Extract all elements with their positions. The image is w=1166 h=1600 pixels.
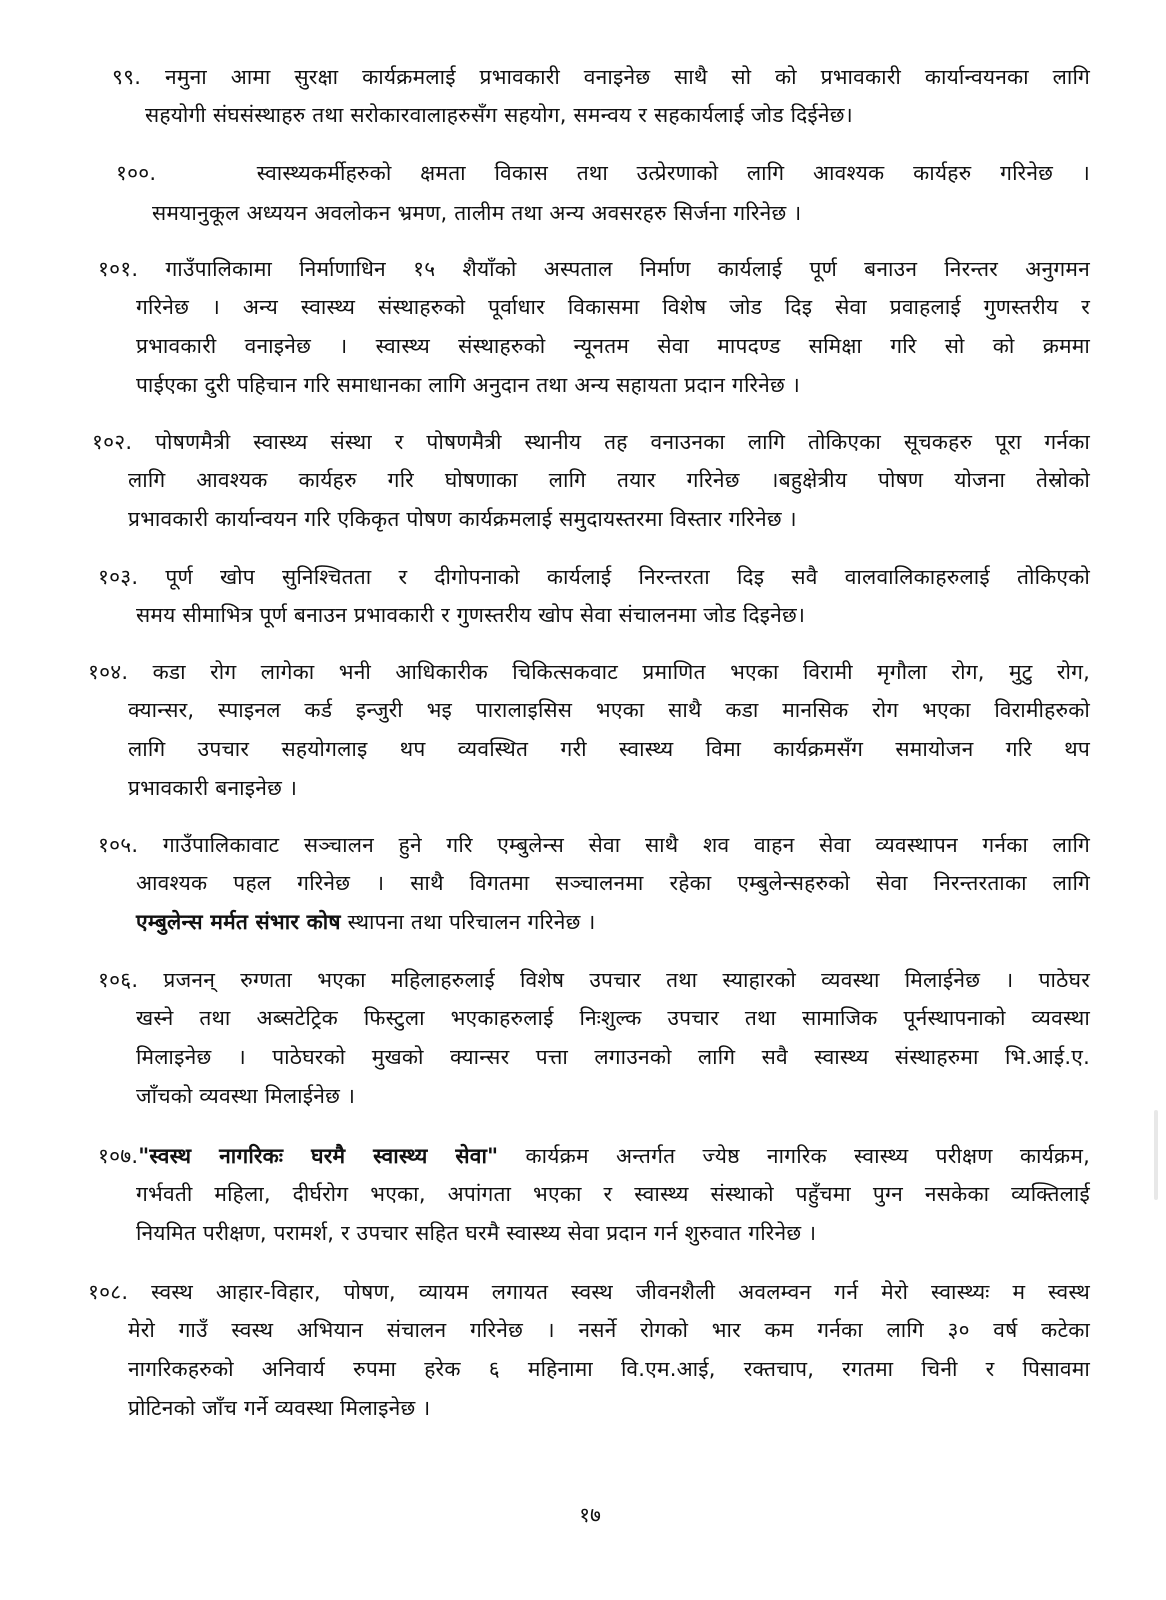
paragraph-line: लागि आवश्यक कार्यहरु गरि घोषणाका लागि तयार गरिनेछ ।बहुक्षेत्रीय पोषण योजना तेस्रोको [128, 468, 1090, 492]
bold-phrase: "स्वस्थ नागरिकः घरमै स्वास्थ्य सेवा" [138, 1144, 499, 1168]
paragraph-line [98, 961, 1090, 999]
paragraph-line: समय सीमाभित्र पूर्ण बनाउन प्रभावकारी र गुणस्तरीय खोप सेवा संचालनमा जोड दिइनेछ। [136, 603, 806, 627]
page-number: १७ [579, 1503, 601, 1527]
paragraph-number: १०३. [98, 565, 139, 589]
scrollbar-indicator[interactable] [1154, 1110, 1158, 1200]
paragraph-line: क्यान्सर, स्पाइनल कर्ड इन्जुरी भइ पारालाइसिस भएका साथै कडा मानसिक रोग भएका विरामीहरुको [128, 698, 1090, 722]
paragraph-line [98, 826, 1090, 864]
paragraph-line: प्रभावकारी बनाइनेछ । [128, 776, 298, 800]
paragraph-line [116, 154, 1090, 192]
paragraph-text: कार्यक्रम अन्तर्गत ज्येष्ठ नागरिक स्वास्थ्य परीक्षण कार्यक्रम, [498, 1144, 1090, 1168]
paragraph-line [98, 558, 1090, 596]
paragraph-line: सहयोगी संघसंस्थाहरु तथा सरोकारवालाहरुसँग सहयोग, समन्वय र सहकार्यलाई जोड दिईनेछ। [145, 103, 853, 127]
paragraph-line: पाईएका दुरी पहिचान गरि समाधानका लागि अनुदान तथा अन्य सहायता प्रदान गरिनेछ । [136, 373, 800, 397]
paragraph-line: प्रभावकारी कार्यान्वयन गरि एकिकृत पोषण कार्यक्रमलाई समुदायस्तरमा विस्तार गरिनेछ । [128, 507, 797, 531]
paragraph-text: पूर्ण खोप सुनिश्चितता र दीगोपनाको कार्यलाई निरन्तरता दिइ सवै वालवालिकाहरुलाई तोकिएको [165, 565, 1090, 589]
paragraph-line: समयानुकूल अध्ययन अवलोकन भ्रमण, तालीम तथा अन्य अवसरहरु सिर्जना गरिनेछ । [152, 201, 802, 225]
paragraph-text: नमुना आमा सुरक्षा कार्यक्रमलाई प्रभावकारी वनाइनेछ साथै सो को प्रभावकारी कार्यान्वयनका लागि [164, 65, 1090, 89]
paragraph-line [92, 423, 1090, 461]
paragraph-number: ९९. [112, 65, 142, 89]
paragraph-text: स्वास्थ्यकर्मीहरुको क्षमता विकास तथा उत्प्रेरणाको लागि आवश्यक कार्यहरु गरिनेछ । [256, 161, 1090, 185]
paragraph-line: लागि उपचार सहयोगलाइ थप व्यवस्थित गरी स्वास्थ्य विमा कार्यक्रमसँग समायोजन गरि थप [128, 737, 1090, 761]
paragraph-line [98, 250, 1090, 288]
paragraph-line: मेरो गाउँ स्वस्थ अभियान संचालन गरिनेछ । नसर्ने रोगको भार कम गर्नका लागि ३० वर्ष कटेका [128, 1318, 1090, 1342]
paragraph-line [136, 903, 1090, 941]
paragraph-number: १०८. [88, 1280, 129, 1304]
paragraph-text: कडा रोग लागेका भनी आधिकारीक चिकित्सकवाट प्रमाणित भएका विरामी मृगौला रोग, मुटु रोग, [152, 660, 1090, 684]
paragraph-text: स्थापना तथा परिचालन गरिनेछ । [340, 910, 596, 934]
paragraph-line: नियमित परीक्षण, परामर्श, र उपचार सहित घरमै स्वास्थ्य सेवा प्रदान गर्न शुरुवात गरिनेछ । [136, 1221, 817, 1245]
paragraph-line [112, 58, 1090, 96]
paragraph-line [88, 1273, 1090, 1311]
paragraph-number: १०१. [98, 257, 139, 281]
paragraph-line: मिलाइनेछ । पाठेघरको मुखको क्यान्सर पत्ता लगाउनको लागि सवै स्वास्थ्य संस्थाहरुमा भि.आई.ए. [136, 1045, 1090, 1069]
paragraph-number: १०२. [92, 430, 133, 454]
paragraph-line: प्रभावकारी वनाइनेछ । स्वास्थ्य संस्थाहरुको न्यूनतम सेवा मापदण्ड समिक्षा गरि सो को क्रममा [136, 334, 1090, 358]
paragraph-text: गाउँपालिकावाट सञ्चालन हुने गरि एम्बुलेन्स सेवा साथै शव वाहन सेवा व्यवस्थापन गर्नका लागि [162, 833, 1090, 857]
paragraph-number: १००. [116, 161, 157, 185]
paragraph-line: गर्भवती महिला, दीर्घरोग भएका, अपांगता भएका र स्वास्थ्य संस्थाको पहुँचमा पुग्न नसकेका व्यक्तिलाई [136, 1182, 1090, 1206]
paragraph-number: १०४. [88, 660, 129, 684]
paragraph-line [98, 1137, 1090, 1175]
paragraph-line: नागरिकहरुको अनिवार्य रुपमा हरेक ६ महिनामा वि.एम.आई, रक्तचाप, रगतमा चिनी र पिसावमा [128, 1357, 1090, 1381]
paragraph-text: प्रजनन् रुग्णता भएका महिलाहरुलाई विशेष उपचार तथा स्याहारको व्यवस्था मिलाईनेछ । पाठेघर [163, 968, 1090, 992]
paragraph-line: जाँचको व्यवस्था मिलाईनेछ । [136, 1084, 356, 1108]
paragraph-line: आवश्यक पहल गरिनेछ । साथै विगतमा सञ्चालनमा रहेका एम्बुलेन्सहरुको सेवा निरन्तरताका लागि [136, 871, 1090, 895]
paragraph-line: गरिनेछ । अन्य स्वास्थ्य संस्थाहरुको पूर्वाधार विकासमा विशेष जोड दिइ सेवा प्रवाहलाई गुणस्तरीय र [136, 295, 1090, 319]
paragraph-text: गाउँपालिकामा निर्माणाधिन १५ शैयाँको अस्पताल निर्माण कार्यलाई पूर्ण बनाउन निरन्तर अनुगमन [165, 257, 1090, 281]
paragraph-text: स्वस्थ आहार-विहार, पोषण, व्यायम लगायत स्वस्थ जीवनशैली अवलम्वन गर्न मेरो स्वास्थ्यः म स्वस्थ [151, 1280, 1090, 1304]
paragraph-number: १०६. [98, 968, 139, 992]
paragraph-number: १०५. [98, 833, 139, 857]
paragraph-line: खस्ने तथा अब्सटेट्रिक फिस्टुला भएकाहरुलाई निःशुल्क उपचार तथा सामाजिक पूर्नस्थापनाको व्यवस्था [136, 1006, 1090, 1030]
paragraph-line [88, 653, 1090, 691]
paragraph-text: पोषणमैत्री स्वास्थ्य संस्था र पोषणमैत्री स्थानीय तह वनाउनका लागि तोकिएका सूचकहरु पूरा गर्नका [155, 430, 1090, 454]
paragraph-line: प्रोटिनको जाँच गर्ने व्यवस्था मिलाइनेछ । [128, 1396, 431, 1420]
paragraph-number: १०७. [98, 1144, 139, 1168]
bold-phrase: एम्बुलेन्स मर्मत संभार कोष [136, 910, 341, 934]
